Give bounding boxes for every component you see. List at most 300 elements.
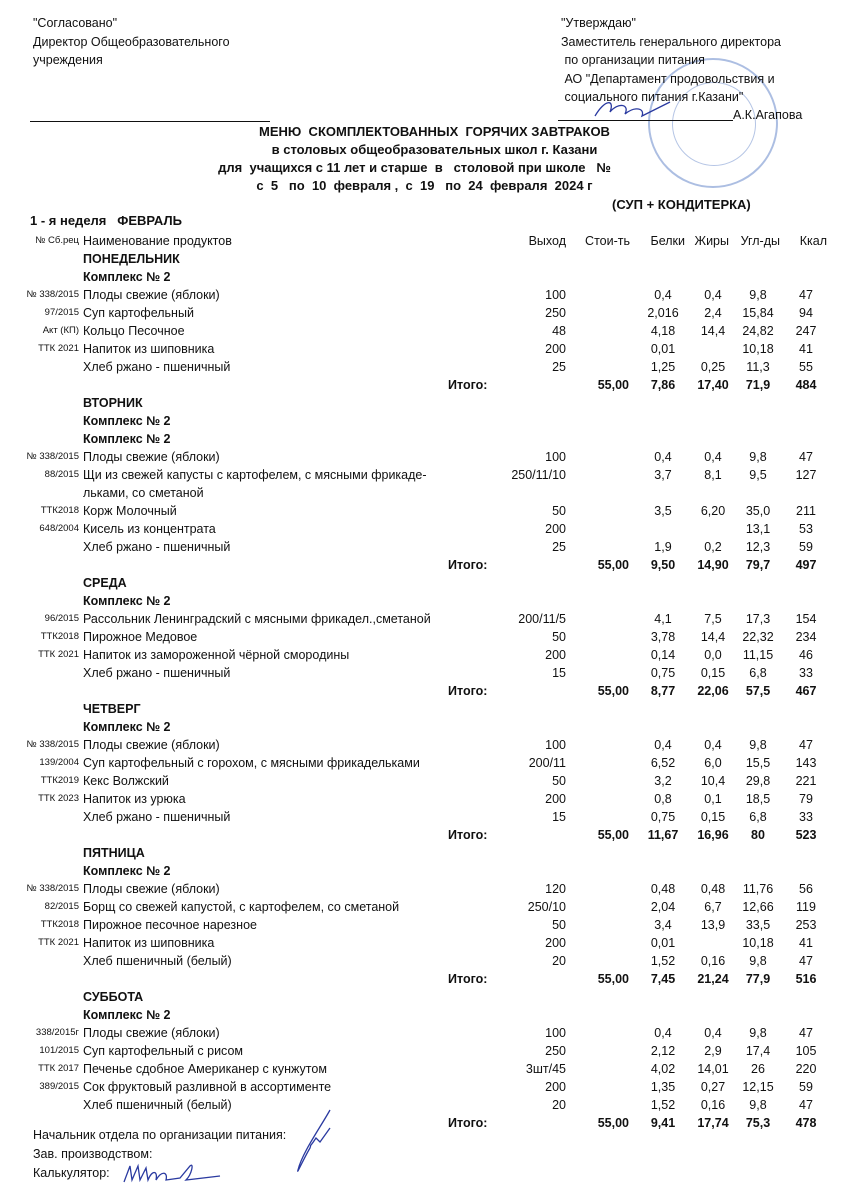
table-row: [0, 754, 849, 772]
dish-output: 200: [545, 522, 566, 536]
table-row: [0, 340, 849, 358]
recipe-code: 97/2015: [44, 307, 79, 318]
table-row: [0, 538, 849, 556]
dish-name: Сок фруктовый разливной в ассортименте: [83, 1080, 332, 1094]
table-row: [0, 1042, 849, 1060]
dish-protein: 2,016: [647, 306, 679, 320]
recipe-code: 82/2015: [44, 901, 79, 912]
dish-name: Кекс Волжский: [83, 774, 169, 788]
total-kcal: 467: [795, 684, 817, 698]
dish-output: 200/11/5: [518, 612, 566, 626]
total-fat: 16,96: [697, 828, 729, 842]
table-row: [0, 646, 849, 664]
dish-output: 25: [552, 360, 566, 374]
dish-output: 25: [552, 540, 566, 554]
dish-name: Хлеб ржано - пшеничный: [83, 810, 231, 824]
day-heading: [0, 574, 849, 592]
dish-kcal: 47: [799, 1098, 813, 1112]
total-cost: 55,00: [597, 1116, 629, 1130]
total-carbs: 75,3: [745, 1116, 771, 1130]
dish-protein: 4,1: [654, 612, 672, 626]
total-protein: 11,67: [647, 828, 679, 842]
column-header-cost: Стои-ть: [585, 234, 630, 248]
dish-name: Напиток из урюка: [83, 792, 186, 806]
dish-kcal: 46: [799, 648, 813, 662]
dish-kcal: 105: [795, 1044, 817, 1058]
dish-kcal: 47: [799, 288, 813, 302]
total-kcal: 497: [795, 558, 817, 572]
dish-fat: 0,2: [704, 540, 722, 554]
total-kcal: 516: [795, 972, 817, 986]
column-header-kcal: Ккал: [799, 234, 827, 248]
total-protein: 7,86: [650, 378, 676, 392]
column-header-protein: Белки: [650, 234, 685, 248]
dish-name: Хлеб пшеничный (белый): [83, 1098, 232, 1112]
recipe-code: ТТК2019: [40, 775, 79, 786]
document-title: МЕНЮ СКОМПЛЕКТОВАННЫХ ГОРЯЧИХ ЗАВТРАКОВ: [259, 124, 610, 139]
total-fat: 17,40: [697, 378, 729, 392]
dish-name: Хлеб пшеничный (белый): [83, 954, 232, 968]
dish-fat: 13,9: [700, 918, 726, 932]
table-row: [0, 322, 849, 340]
dish-protein: 2,12: [650, 1044, 676, 1058]
approval-left-position-2: учреждения: [33, 53, 103, 67]
document-period: с 5 по 10 февраля , с 19 по 24 февраля 2024 г: [256, 178, 593, 193]
dish-name: Плоды свежие (яблоки): [83, 288, 220, 302]
dish-carbs: 9,8: [749, 954, 767, 968]
approval-right-org-2: социального питания г.Казани": [561, 90, 744, 104]
dish-carbs: 9,8: [749, 1026, 767, 1040]
document-subtitle-schools: в столовых общеобразовательных школ г. Казани: [271, 142, 598, 157]
table-row: [0, 466, 849, 484]
dish-carbs: 9,8: [749, 738, 767, 752]
table-row: [0, 502, 849, 520]
dish-name: Суп картофельный с рисом: [83, 1044, 243, 1058]
complex-heading: [0, 268, 849, 286]
approval-right-heading: "Утверждаю": [561, 16, 636, 30]
dish-name: Кольцо Песочное: [83, 324, 185, 338]
table-row: [0, 1060, 849, 1078]
dish-kcal: 119: [796, 900, 816, 914]
dish-protein: 1,52: [650, 1098, 676, 1112]
total-kcal: 523: [795, 828, 817, 842]
dish-protein: 6,52: [650, 756, 676, 770]
dish-protein: 1,52: [650, 954, 676, 968]
dish-fat: 0,0: [704, 648, 722, 662]
dish-protein: 0,01: [650, 342, 676, 356]
dish-protein: 0,4: [654, 450, 672, 464]
dish-kcal: 221: [795, 774, 817, 788]
recipe-code: 648/2004: [39, 523, 79, 534]
dish-fat: 0,1: [704, 792, 722, 806]
complex-heading: [0, 862, 849, 880]
recipe-code: 88/2015: [44, 469, 79, 480]
dish-protein: 3,78: [650, 630, 676, 644]
dish-fat: 10,4: [700, 774, 726, 788]
dish-fat: 8,1: [704, 468, 722, 482]
day-name: ПЯТНИЦА: [83, 846, 145, 860]
complex-label: Комплекс № 2: [83, 1008, 171, 1022]
approval-right-org: АО "Департамент продовольствия и: [561, 71, 775, 86]
table-row-continuation: [0, 484, 849, 502]
dish-name: Щи из свежей капусты с картофелем, с мясными фрикаде-: [83, 468, 427, 482]
table-row: [0, 790, 849, 808]
dish-name: Напиток из замороженной чёрной смородины: [83, 648, 350, 662]
recipe-code: № 338/2015: [26, 289, 79, 300]
dish-kcal: 143: [795, 756, 817, 770]
dish-kcal: 59: [799, 1080, 813, 1094]
dish-carbs: 26: [751, 1062, 765, 1076]
dish-fat: 0,25: [700, 360, 726, 374]
recipe-code: № 338/2015: [26, 883, 79, 894]
dish-protein: 0,01: [650, 936, 676, 950]
dish-carbs: 10,18: [742, 936, 774, 950]
day-heading: [0, 700, 849, 718]
dish-fat: 2,4: [704, 306, 722, 320]
dish-protein: 0,75: [650, 810, 676, 824]
dish-carbs: 11,76: [742, 882, 774, 896]
table-row: [0, 610, 849, 628]
recipe-code: 389/2015: [39, 1081, 79, 1092]
dish-carbs: 11,3: [746, 360, 770, 374]
footer-production-manager: Зав. производством:: [33, 1147, 153, 1161]
footer-head-of-catering: Начальник отдела по организации питания:: [33, 1128, 287, 1142]
menu-type-label: (СУП + КОНДИТЕРКА): [612, 197, 751, 212]
dish-name: Суп картофельный с горохом, с мясными фрикадельками: [83, 756, 420, 770]
dish-protein: 0,75: [650, 666, 676, 680]
total-fat: 22,06: [697, 684, 729, 698]
dish-name: Напиток из шиповника: [83, 936, 215, 950]
dish-carbs: 9,5: [749, 468, 767, 482]
dish-carbs: 12,3: [745, 540, 771, 554]
total-carbs: 57,5: [745, 684, 771, 698]
recipe-code: № 338/2015: [26, 739, 79, 750]
recipe-code: 96/2015: [44, 613, 79, 624]
dish-name: Печенье сдобное Американер с кунжутом: [83, 1062, 327, 1076]
complex-label: Комплекс № 2: [83, 414, 171, 428]
total-row: [0, 970, 849, 988]
day-name: СУББОТА: [83, 990, 144, 1004]
column-header-output: Выход: [528, 234, 566, 248]
recipe-code: 101/2015: [39, 1045, 79, 1056]
total-row: [0, 376, 849, 394]
total-label: Итого:: [448, 1116, 488, 1130]
dish-carbs: 10,18: [742, 342, 774, 356]
total-fat: 14,90: [697, 558, 729, 572]
dish-fat: 14,4: [700, 630, 726, 644]
dish-fat: 0,4: [704, 288, 722, 302]
total-kcal: 484: [795, 378, 817, 392]
total-label: Итого:: [448, 378, 488, 392]
complex-label: Комплекс № 2: [83, 432, 171, 446]
dish-carbs: 13,1: [745, 522, 771, 536]
total-cost: 55,00: [597, 972, 629, 986]
dish-fat: 0,16: [700, 1098, 726, 1112]
dish-name: Рассольник Ленинградский с мясными фрикадел.,сметаной: [83, 612, 431, 626]
dish-kcal: 33: [799, 666, 813, 680]
dish-fat: 14,01: [697, 1062, 729, 1076]
total-label: Итого:: [448, 828, 488, 842]
dish-name: Кисель из концентрата: [83, 522, 216, 536]
dish-carbs: 33,5: [745, 918, 771, 932]
table-row: [0, 898, 849, 916]
table-row: [0, 1096, 849, 1114]
recipe-code: № 338/2015: [26, 451, 79, 462]
dish-kcal: 41: [799, 342, 813, 356]
dish-carbs: 6,8: [749, 666, 767, 680]
column-header-name: Наименование продуктов: [83, 234, 232, 248]
column-header-fat: Жиры: [694, 234, 729, 248]
signature-right-icon: [590, 94, 680, 124]
day-heading: [0, 988, 849, 1006]
day-name: ВТОРНИК: [83, 396, 143, 410]
dish-output: 50: [552, 774, 566, 788]
column-header-carbs: Угл-ды: [740, 234, 780, 248]
signature-calculator-icon: [120, 1160, 230, 1186]
dish-name: Хлеб ржано - пшеничный: [83, 666, 231, 680]
dish-output: 250: [545, 306, 566, 320]
dish-output: 15: [552, 810, 566, 824]
dish-fat: 6,20: [700, 504, 726, 518]
dish-kcal: 47: [799, 1026, 813, 1040]
total-protein: 7,45: [650, 972, 676, 986]
recipe-code: ТТК 2017: [38, 1063, 79, 1074]
complex-heading: [0, 1006, 849, 1024]
dish-kcal: 53: [799, 522, 813, 536]
total-cost: 55,00: [597, 558, 629, 572]
dish-name-continuation: льками, со сметаной: [83, 486, 204, 500]
document-subtitle-students: для учащихся с 11 лет и старше в столовой при школе №: [218, 160, 611, 175]
table-row: [0, 358, 849, 376]
dish-protein: 1,35: [650, 1080, 676, 1094]
table-row: [0, 520, 849, 538]
column-header-code: № Сб.рец: [35, 235, 79, 246]
dish-output: 15: [552, 666, 566, 680]
approval-left-position: Директор Общеобразовательного: [33, 34, 230, 49]
complex-label: Комплекс № 2: [83, 594, 171, 608]
dish-name: Плоды свежие (яблоки): [83, 882, 220, 896]
dish-carbs: 9,8: [749, 450, 767, 464]
table-row: [0, 808, 849, 826]
table-row: [0, 772, 849, 790]
table-row: [0, 628, 849, 646]
week-label: 1 - я неделя ФЕВРАЛЬ: [30, 213, 182, 228]
day-name: ПОНЕДЕЛЬНИК: [83, 252, 180, 266]
dish-output: 250: [545, 1044, 566, 1058]
dish-protein: 0,48: [650, 882, 676, 896]
dish-output: 20: [552, 954, 566, 968]
total-cost: 55,00: [597, 684, 629, 698]
dish-carbs: 12,15: [742, 1080, 774, 1094]
dish-protein: 0,4: [654, 288, 672, 302]
dish-output: 100: [545, 738, 566, 752]
dish-fat: 6,0: [704, 756, 722, 770]
total-fat: 17,74: [697, 1116, 729, 1130]
dish-carbs: 29,8: [745, 774, 771, 788]
dish-protein: 0,8: [654, 792, 672, 806]
dish-kcal: 47: [799, 738, 813, 752]
dish-fat: 0,48: [700, 882, 726, 896]
total-label: Итого:: [448, 684, 488, 698]
recipe-code: Акт (КП): [42, 325, 79, 336]
approval-left-block: [33, 14, 230, 70]
dish-output: 50: [552, 918, 566, 932]
dish-name: Борщ со свежей капустой, с картофелем, со сметаной: [83, 900, 400, 914]
total-row: [0, 826, 849, 844]
dish-kcal: 127: [795, 468, 817, 482]
dish-name: Суп картофельный: [83, 306, 194, 320]
dish-fat: 14,4: [700, 324, 726, 338]
dish-kcal: 33: [799, 810, 813, 824]
dish-name: Плоды свежие (яблоки): [83, 450, 220, 464]
recipe-code: ТТК 2021: [38, 937, 79, 948]
dish-kcal: 211: [796, 504, 816, 518]
table-row: [0, 448, 849, 466]
total-cost: 55,00: [597, 378, 629, 392]
dish-kcal: 55: [799, 360, 813, 374]
dish-fat: 7,5: [704, 612, 722, 626]
dish-output: 20: [552, 1098, 566, 1112]
dish-fat: 0,27: [700, 1080, 726, 1094]
total-carbs: 77,9: [745, 972, 771, 986]
dish-output: 50: [552, 504, 566, 518]
recipe-code: ТТК 2021: [38, 649, 79, 660]
approval-right-position: Заместитель генерального директора: [561, 34, 782, 49]
dish-protein: 3,7: [654, 468, 672, 482]
dish-kcal: 79: [799, 792, 813, 806]
dish-fat: 0,4: [704, 738, 722, 752]
dish-carbs: 15,84: [742, 306, 774, 320]
dish-protein: 0,4: [654, 1026, 672, 1040]
table-row: [0, 1024, 849, 1042]
dish-output: 100: [545, 1026, 566, 1040]
dish-protein: 2,04: [650, 900, 676, 914]
dish-protein: 3,4: [654, 918, 672, 932]
dish-name: Корж Молочный: [83, 504, 177, 518]
dish-fat: 0,15: [700, 810, 726, 824]
dish-protein: 4,02: [650, 1062, 676, 1076]
footer-calculator: Калькулятор:: [33, 1166, 110, 1180]
total-carbs: 79,7: [745, 558, 771, 572]
dish-protein: 1,9: [654, 540, 672, 554]
dish-fat: 0,16: [700, 954, 726, 968]
approver-name: А.К.Агапова: [733, 108, 803, 122]
dish-output: 200: [545, 342, 566, 356]
complex-label: Комплекс № 2: [83, 720, 171, 734]
dish-carbs: 17,3: [745, 612, 771, 626]
dish-output: 200: [545, 792, 566, 806]
dish-output: 120: [545, 882, 566, 896]
recipe-code: 338/2015г: [35, 1027, 79, 1038]
dish-output: 200/11: [528, 756, 566, 770]
total-row: [0, 682, 849, 700]
table-row: [0, 916, 849, 934]
signature-line-left: [30, 121, 270, 122]
recipe-code: ТТК 2023: [38, 793, 79, 804]
dish-name: Плоды свежие (яблоки): [83, 738, 220, 752]
complex-label: Комплекс № 2: [83, 864, 171, 878]
dish-protein: 3,5: [654, 504, 672, 518]
dish-carbs: 18,5: [745, 792, 771, 806]
dish-kcal: 94: [799, 306, 813, 320]
table-row: [0, 1078, 849, 1096]
dish-output: 250/11/10: [511, 468, 566, 482]
total-protein: 9,50: [650, 558, 676, 572]
table-row: [0, 952, 849, 970]
dish-output: 100: [545, 288, 566, 302]
dish-output: 100: [545, 450, 566, 464]
dish-carbs: 9,8: [749, 288, 767, 302]
total-label: Итого:: [448, 558, 488, 572]
dish-carbs: 24,82: [742, 324, 774, 338]
approval-right-position-2: по организации питания: [561, 53, 705, 67]
dish-kcal: 56: [799, 882, 813, 896]
day-name: ЧЕТВЕРГ: [83, 702, 141, 716]
day-name: СРЕДА: [83, 576, 127, 590]
table-row: [0, 664, 849, 682]
dish-protein: 4,18: [650, 324, 676, 338]
dish-carbs: 11,15: [742, 648, 774, 662]
day-heading: [0, 250, 849, 268]
dish-name: Напиток из шиповника: [83, 342, 215, 356]
dish-protein: 1,25: [650, 360, 676, 374]
table-row: [0, 934, 849, 952]
recipe-code: ТТК2018: [40, 919, 79, 930]
approval-left-heading: "Согласовано": [33, 16, 118, 30]
dish-fat: 0,4: [704, 1026, 722, 1040]
approval-right-block: [561, 14, 781, 107]
dish-kcal: 247: [795, 324, 817, 338]
dish-protein: 0,14: [650, 648, 676, 662]
total-protein: 8,77: [650, 684, 676, 698]
table-row: [0, 304, 849, 322]
dish-carbs: 22,32: [742, 630, 774, 644]
dish-carbs: 12,66: [742, 900, 774, 914]
recipe-code: 139/2004: [39, 757, 79, 768]
total-kcal: 478: [795, 1116, 817, 1130]
complex-heading: [0, 412, 849, 430]
table-header: [0, 232, 849, 250]
signature-head-icon: [290, 1108, 340, 1178]
total-carbs: 80: [751, 828, 765, 842]
complex-heading: [0, 718, 849, 736]
recipe-code: ТТК2018: [40, 631, 79, 642]
dish-output: 50: [552, 630, 566, 644]
dish-output: 200: [545, 1080, 566, 1094]
complex-heading: [0, 592, 849, 610]
recipe-code: ТТК2018: [40, 505, 79, 516]
day-heading: [0, 844, 849, 862]
dish-kcal: 41: [799, 936, 813, 950]
table-row: [0, 880, 849, 898]
dish-output: 250/10: [527, 900, 566, 914]
dish-fat: 2,9: [704, 1044, 722, 1058]
total-label: Итого:: [448, 972, 488, 986]
day-heading: [0, 394, 849, 412]
dish-name: Пирожное Медовое: [83, 630, 198, 644]
dish-carbs: 6,8: [749, 810, 767, 824]
complex-label: Комплекс № 2: [83, 270, 171, 284]
dish-kcal: 154: [795, 612, 817, 626]
total-protein: 9,41: [650, 1116, 676, 1130]
dish-name: Плоды свежие (яблоки): [83, 1026, 220, 1040]
dish-carbs: 35,0: [745, 504, 771, 518]
dish-kcal: 234: [795, 630, 817, 644]
total-fat: 21,24: [697, 972, 729, 986]
dish-kcal: 47: [799, 954, 813, 968]
dish-kcal: 253: [795, 918, 817, 932]
dish-name: Хлеб ржано - пшеничный: [83, 360, 231, 374]
